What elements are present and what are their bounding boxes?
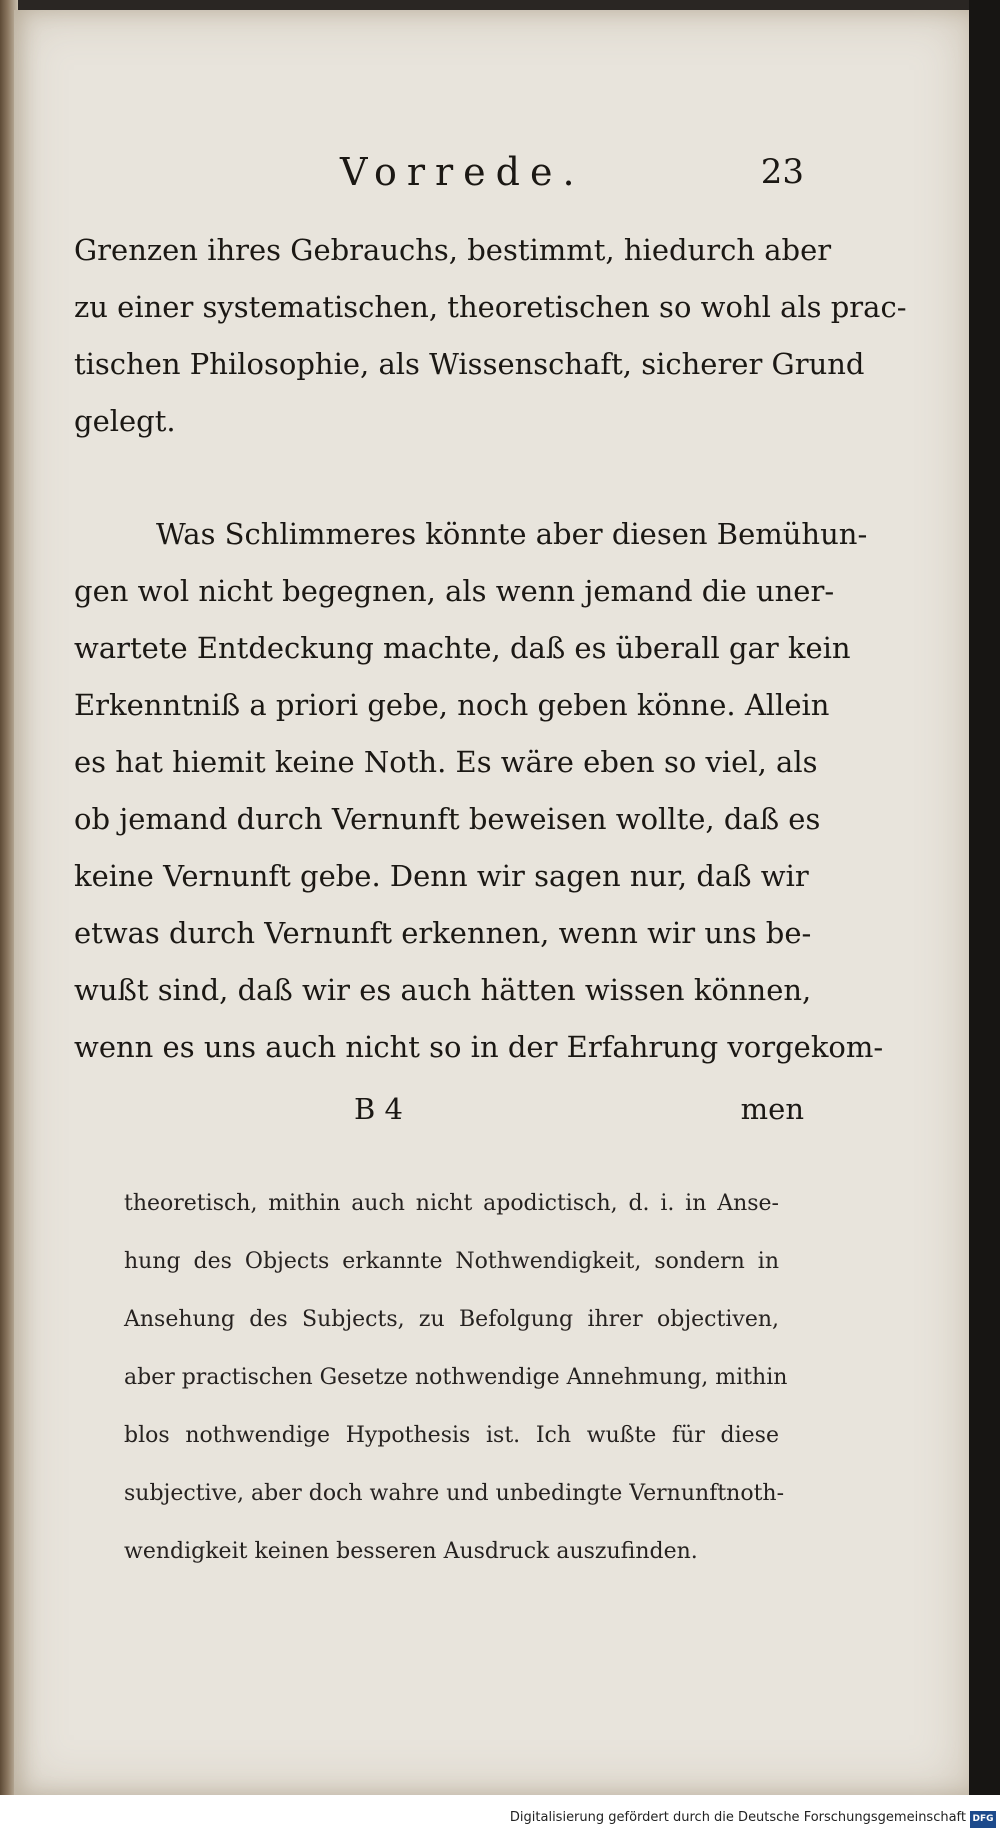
text-line: Grenzen ihres Gebrauchs, bestimmt, hiedurch aber bbox=[74, 233, 832, 267]
footnote-line: theoretisch, mithin auch nicht apodictisch, d. i. in Anse- bbox=[124, 1191, 779, 1216]
footnote-line: aber practischen Gesetze nothwendige Annehmung, mithin bbox=[124, 1365, 788, 1390]
footnote-line: Ansehung des Subjects, zu Befolgung ihrer objectiven, bbox=[124, 1307, 779, 1332]
body-text bbox=[74, 222, 907, 1076]
footnote-line: subjective, aber doch wahre und unbedingte Vernunftnoth- bbox=[124, 1481, 785, 1506]
footer-bar bbox=[0, 1795, 1000, 1838]
footnote bbox=[124, 1175, 788, 1581]
text-line: etwas durch Vernunft erkennen, wenn wir uns be- bbox=[74, 916, 812, 950]
text-line: wenn es uns auch nicht so in der Erfahrung vorgekom- bbox=[74, 1030, 884, 1064]
text-line: Was Schlimmeres könnte aber diesen Bemühun- bbox=[156, 517, 868, 551]
signature-mark: B 4 bbox=[354, 1092, 403, 1126]
scan-background bbox=[969, 0, 1000, 1838]
text-line: keine Vernunft gebe. Denn wir sagen nur, daß wir bbox=[74, 859, 809, 893]
page-number: 23 bbox=[760, 152, 804, 192]
text-line: gen wol nicht begegnen, als wenn jemand die uner- bbox=[74, 574, 835, 608]
digitization-credit: Digitalisierung gefördert durch die Deutsche Forschungsgemeinschaft bbox=[509, 1810, 966, 1825]
signature-row bbox=[74, 1092, 804, 1142]
paragraph-gap bbox=[74, 450, 804, 506]
text-line: Erkenntniß a priori gebe, noch geben könne. Allein bbox=[74, 688, 830, 722]
footnote-line: wendigkeit keinen besseren Ausdruck auszufinden. bbox=[124, 1539, 698, 1564]
text-line: ob jemand durch Vernunft beweisen wollte, daß es bbox=[74, 802, 821, 836]
text-line: wußt sind, daß wir es auch hätten wissen können, bbox=[74, 973, 812, 1007]
footnote-line: blos nothwendige Hypothesis ist. Ich wußte für diese bbox=[124, 1423, 779, 1448]
catchword: men bbox=[740, 1092, 804, 1126]
footnote-line: hung des Objects erkannte Nothwendigkeit, sondern in bbox=[124, 1249, 779, 1274]
text-line: zu einer systematischen, theoretischen so wohl als prac- bbox=[74, 290, 907, 324]
text-line: wartete Entdeckung machte, daß es überall gar kein bbox=[74, 631, 851, 665]
text-line: es hat hiemit keine Noth. Es wäre eben so viel, als bbox=[74, 745, 818, 779]
dfg-logo: DFG bbox=[970, 1811, 996, 1828]
text-line: tischen Philosophie, als Wissenschaft, sicherer Grund bbox=[74, 347, 865, 381]
text-line: gelegt. bbox=[74, 404, 176, 438]
running-head: Vorrede. bbox=[340, 150, 585, 194]
